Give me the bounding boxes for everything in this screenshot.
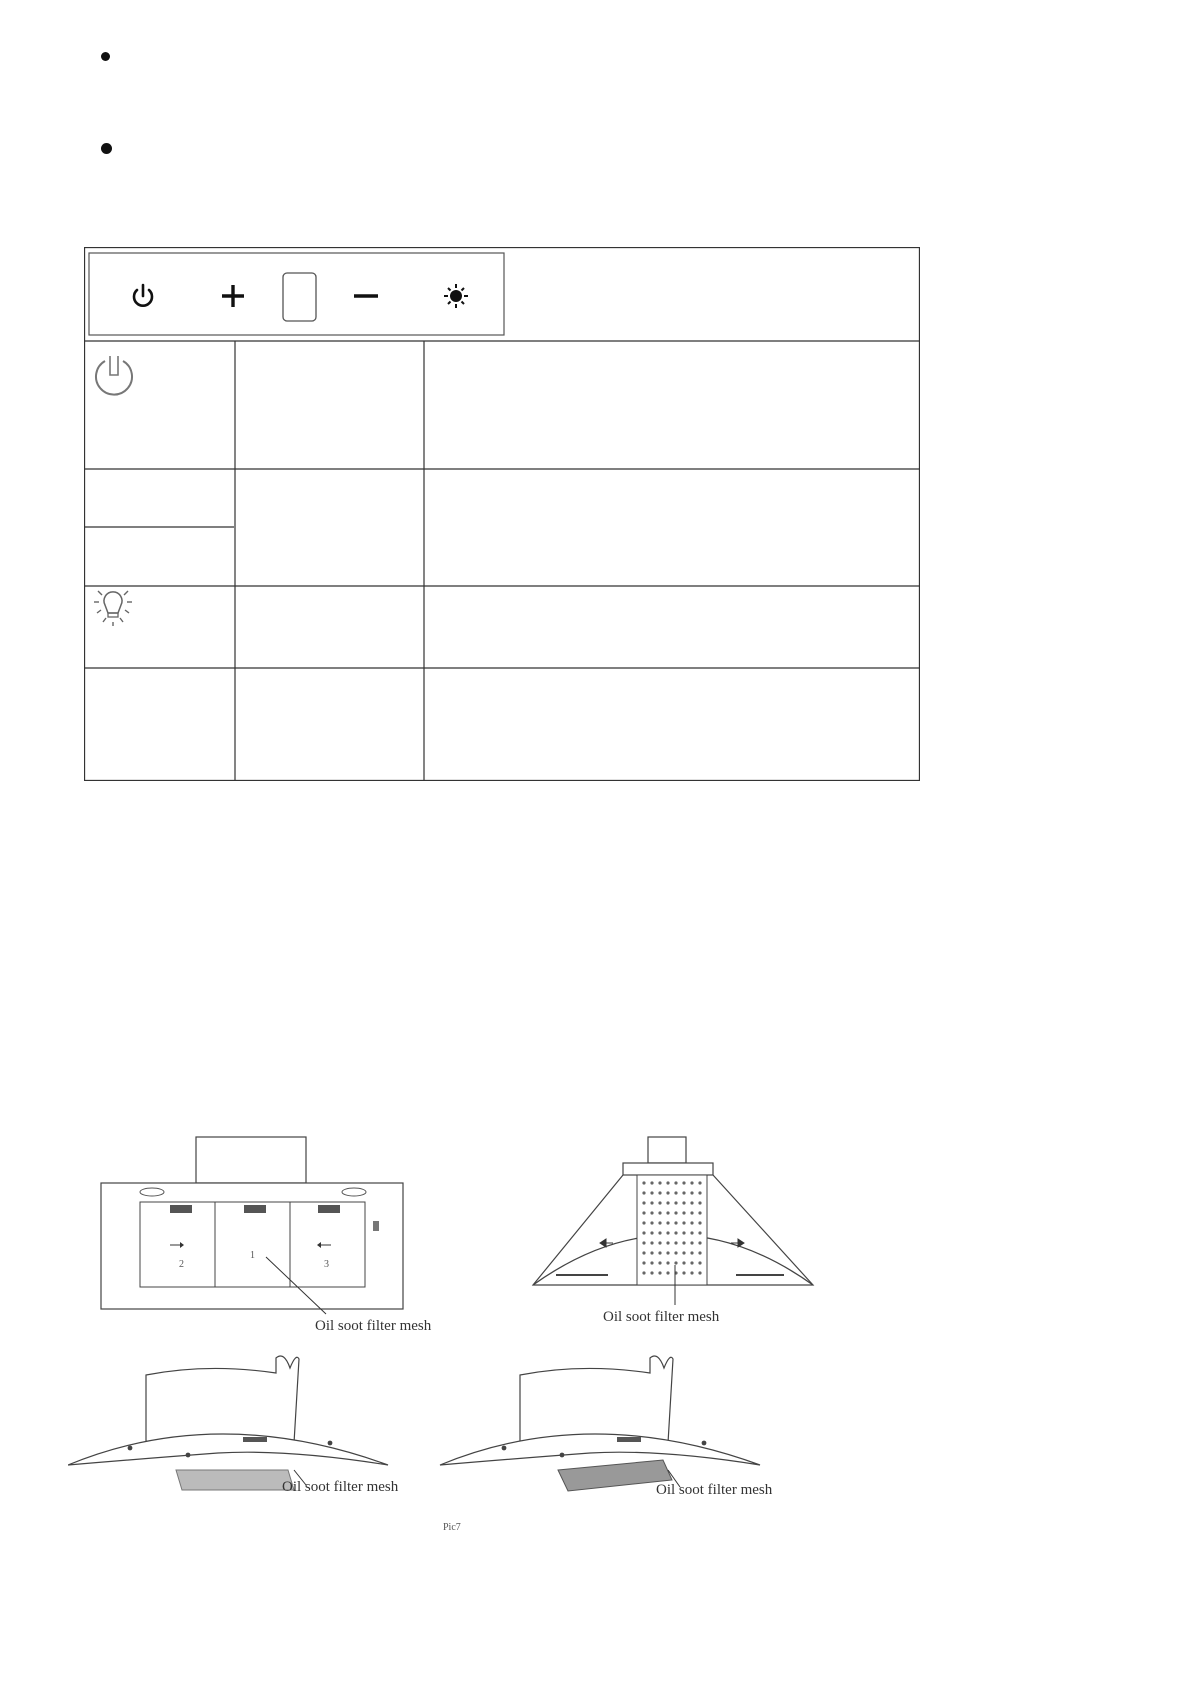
power-icon[interactable] bbox=[134, 285, 152, 306]
flat-hood-diagram bbox=[101, 1137, 432, 1334]
filter-mesh-figure bbox=[68, 1125, 908, 1535]
filter-number: 2 bbox=[179, 1259, 184, 1270]
power-icon bbox=[96, 356, 132, 395]
plus-icon[interactable] bbox=[222, 285, 244, 307]
filter-mesh-label: Oil soot filter mesh bbox=[282, 1479, 399, 1495]
glass-hood-diagram-right bbox=[440, 1356, 773, 1498]
filter-number: 3 bbox=[324, 1259, 329, 1270]
control-function-table bbox=[84, 247, 920, 781]
filter-mesh-label: Oil soot filter mesh bbox=[315, 1318, 432, 1334]
display-window bbox=[283, 273, 316, 321]
filter-mesh-label: Oil soot filter mesh bbox=[656, 1482, 773, 1498]
bullet-point bbox=[101, 143, 112, 154]
pyramid-hood-diagram bbox=[533, 1137, 813, 1325]
light-bulb-icon bbox=[94, 591, 132, 626]
bullet-point bbox=[101, 52, 110, 61]
glass-hood-diagram-left bbox=[68, 1356, 399, 1495]
light-icon[interactable] bbox=[444, 284, 468, 308]
filter-mesh-label: Oil soot filter mesh bbox=[603, 1309, 720, 1325]
filter-number: 1 bbox=[250, 1250, 255, 1261]
figure-caption: Pic7 bbox=[443, 1522, 461, 1533]
